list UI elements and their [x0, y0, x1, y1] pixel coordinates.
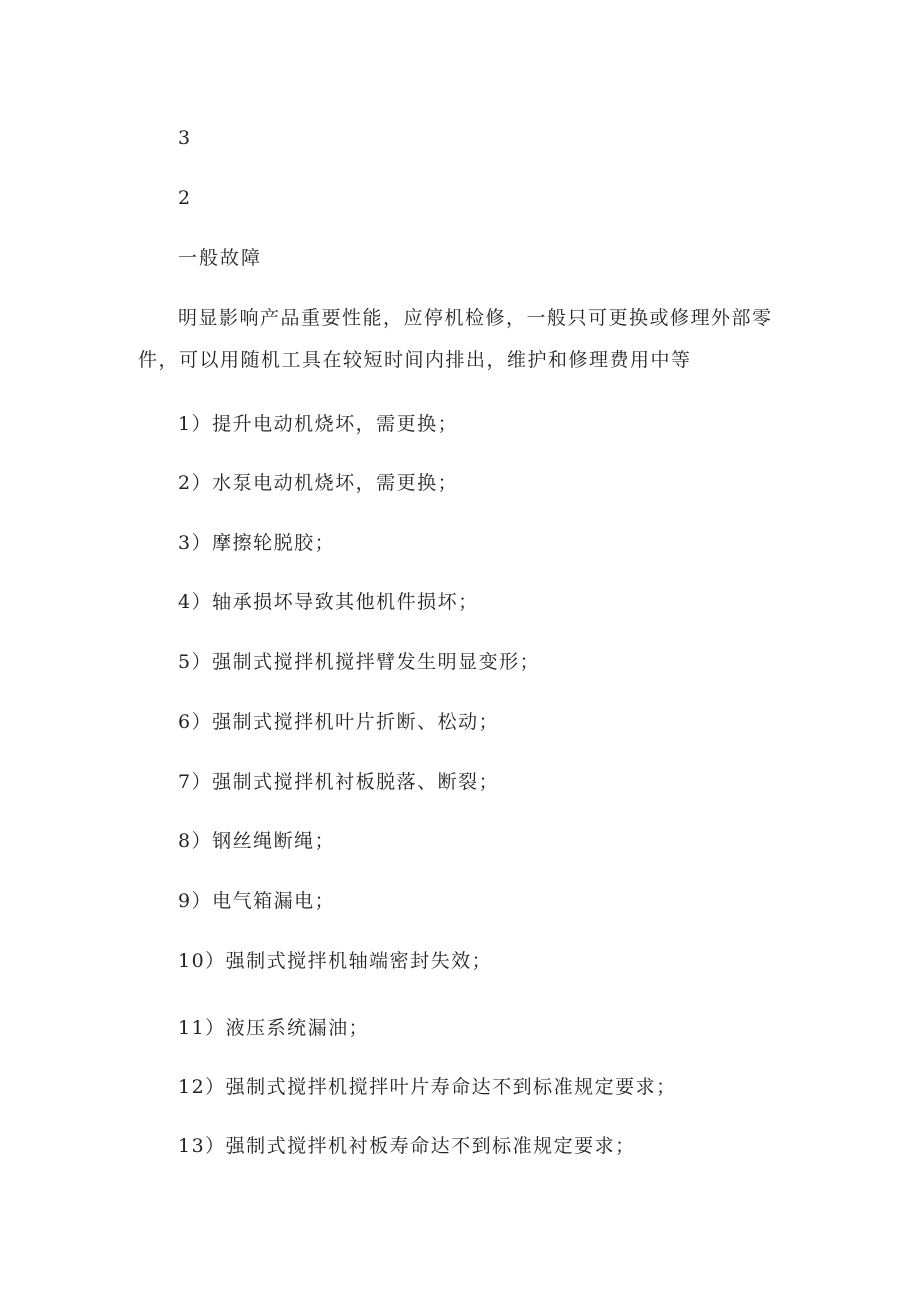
section-heading: 一般故障 [178, 247, 263, 269]
list-item: 6）强制式搅拌机叶片折断、松动； [178, 711, 500, 733]
list-item: 2）水泵电动机烧坏，需更换； [178, 472, 459, 494]
list-item: 13）强制式搅拌机衬板寿命达不到标准规定要求； [178, 1135, 636, 1157]
number-2: 2 [178, 187, 192, 209]
list-item: 12）强制式搅拌机搅拌叶片寿命达不到标准规定要求； [178, 1076, 677, 1098]
list-item: 3）摩擦轮脱胶； [178, 532, 336, 554]
list-item: 10）强制式搅拌机轴端密封失效； [178, 950, 493, 972]
list-item: 5）强制式搅拌机搅拌臂发生明显变形； [178, 651, 541, 673]
description-paragraph [138, 306, 778, 372]
list-item: 1）提升电动机烧坏，需更换； [178, 413, 459, 435]
list-item: 9）电气箱漏电； [178, 890, 336, 912]
list-item: 8）钢丝绳断绳； [178, 830, 336, 852]
list-item: 7）强制式搅拌机衬板脱落、断裂； [178, 771, 500, 793]
list-item: 4）轴承损坏导致其他机件损坏； [178, 591, 479, 613]
list-item: 11）液压系统漏油； [178, 1017, 370, 1039]
description-line-1: 明显影响产品重要性能，应停机检修，一般只可更换或修理外部零 [178, 307, 773, 329]
description-line-2: 件，可以用随机工具在较短时间内排出，维护和修理费用中等 [138, 349, 692, 371]
number-3: 3 [178, 127, 192, 149]
